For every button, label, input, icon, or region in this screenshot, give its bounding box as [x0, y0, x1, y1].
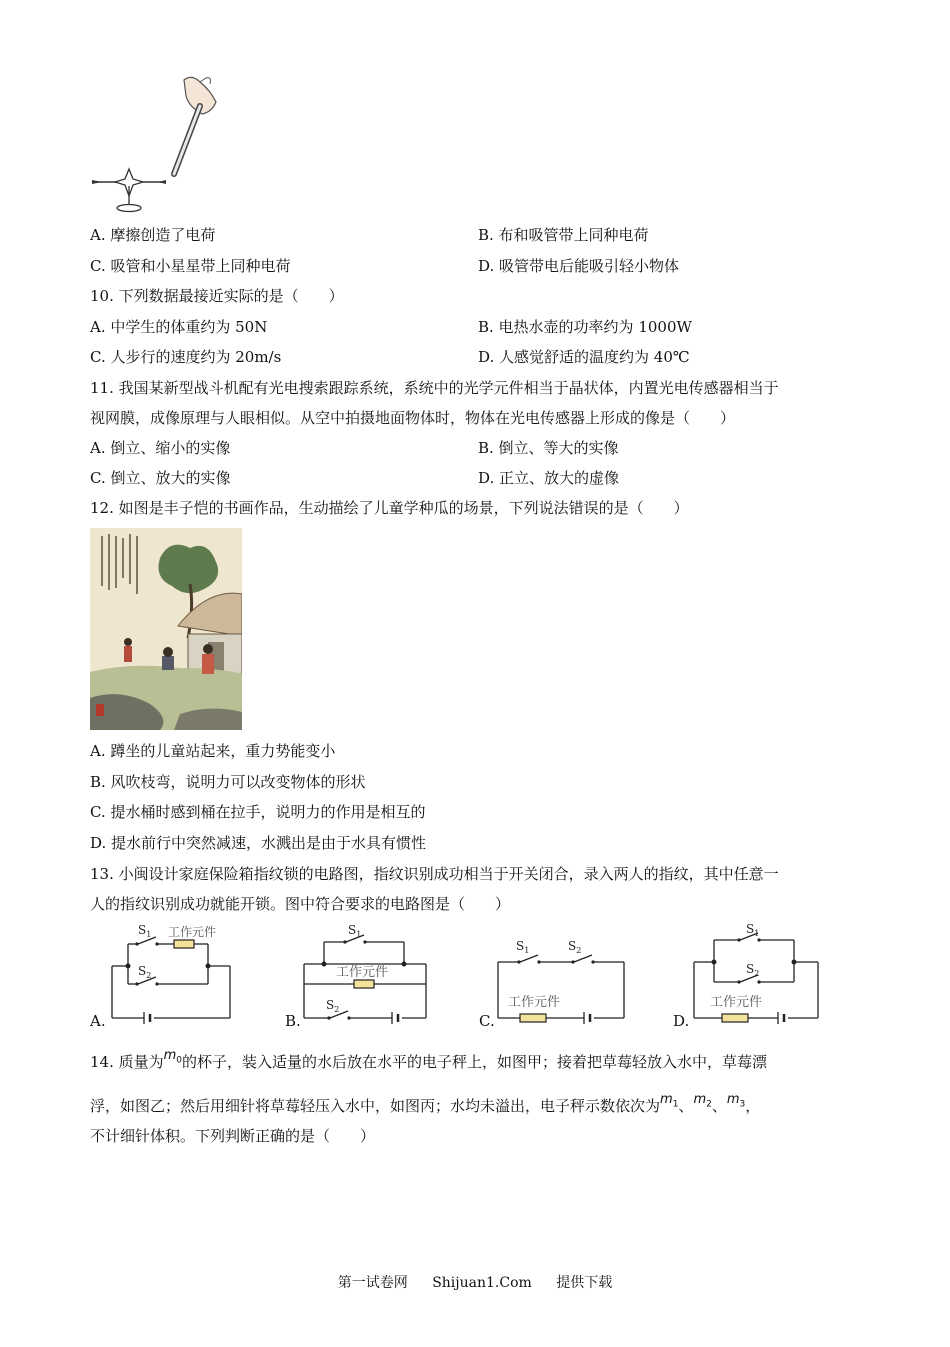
q9-option-a: A. 摩擦创造了电荷 — [90, 226, 216, 244]
q14-m2: $m_2$ — [693, 1092, 712, 1110]
circuit-b — [300, 922, 430, 1030]
q14-m0: $m_0$ — [163, 1048, 183, 1066]
q14-sep1: 、 — [678, 1097, 694, 1115]
circuit-d — [690, 920, 824, 1030]
q13-stem-line1: 13. 小闽设计家庭保险箱指纹锁的电路图，指纹识别成功相当于开关闭合，录入两人的指纹，其中任意一 — [90, 865, 779, 883]
circuit-d-s1: $S_1$ — [746, 922, 760, 938]
q14-line2-pre: 浮，如图乙；然后用细针将草莓轻压入水中，如图丙；水均未溢出，电子秤示数依次为 — [90, 1097, 661, 1115]
q9-option-d: D. 吸管带电后能吸引轻小物体 — [478, 257, 680, 275]
q14-line2-post: ， — [745, 1097, 761, 1115]
q14-line2 — [90, 1092, 761, 1123]
circuit-d-label: D. — [673, 1012, 690, 1030]
footer-left: 第一试卷网 — [337, 1275, 408, 1291]
q14-line3: 不计细针体积。下列判断正确的是（ ） — [90, 1127, 376, 1145]
circuit-d-element-label: 工作元件 — [710, 995, 763, 1010]
footer-right: 提供下载 — [556, 1275, 613, 1291]
circuit-d-s2: $S_2$ — [746, 962, 760, 978]
circuit-c-s2: $S_2$ — [568, 939, 582, 955]
q11-option-a: A. 倒立、缩小的实像 — [90, 439, 231, 457]
circuit-b-element-label: 工作元件 — [336, 965, 389, 980]
q12-stem: 12. 如图是丰子恺的书画作品，生动描绘了儿童学种瓜的场景，下列说法错误的是（ ） — [90, 499, 689, 517]
q12-option-b: B. 风吹枝弯，说明力可以改变物体的形状 — [90, 773, 366, 791]
q11-stem-line2: 视网膜，成像原理与人眼相似。从空中拍摄地面物体时，物体在光电传感器上形成的像是（ ） — [90, 409, 736, 427]
q12-option-a: A. 蹲坐的儿童站起来，重力势能变小 — [90, 742, 336, 760]
q14-m3: $m_3$ — [726, 1092, 746, 1110]
circuit-a-label: A. — [90, 1012, 106, 1030]
circuit-b-s2: $S_2$ — [326, 998, 340, 1014]
q10-option-b: B. 电热水壶的功率约为 1000W — [478, 318, 692, 336]
circuit-c-s1: $S_1$ — [516, 939, 530, 955]
q14-line1 — [90, 1048, 768, 1079]
circuit-a — [104, 922, 234, 1030]
footer-link[interactable]: Shijuan1.Com — [432, 1275, 532, 1291]
q10-stem: 10. 下列数据最接近实际的是（ ） — [90, 287, 344, 305]
feng-zikai-painting — [90, 528, 242, 730]
q13-stem-line2: 人的指纹识别成功就能开锁。图中符合要求的电路图是（ ） — [90, 895, 511, 913]
circuit-c — [494, 932, 628, 1030]
page-footer — [0, 1272, 950, 1292]
circuit-b-label: B. — [285, 1012, 301, 1030]
q9-option-c: C. 吸管和小星星带上同种电荷 — [90, 257, 291, 275]
circuit-a-element-label: 工作元件 — [168, 925, 217, 939]
q11-option-c: C. 倒立、放大的实像 — [90, 469, 231, 487]
q14-line1-post: 的杯子，装入适量的水后放在水平的电子秤上，如图甲；接着把草莓轻放入水中，草莓漂 — [182, 1053, 768, 1071]
q11-stem-line1: 11. 我国某新型战斗机配有光电搜索跟踪系统，系统中的光学元件相当于晶状体，内置光电传感器相当于 — [90, 379, 779, 397]
q12-option-d: D. 提水前行中突然减速，水溅出是由于水具有惯性 — [90, 834, 427, 852]
q10-option-c: C. 人步行的速度约为 20m/s — [90, 348, 282, 366]
q10-option-d: D. 人感觉舒适的温度约为 40℃ — [478, 348, 690, 366]
circuit-a-s1: $S_1$ — [138, 923, 152, 939]
q14-line1-pre: 14. 质量为 — [90, 1053, 164, 1071]
q9-option-b: B. 布和吸管带上同种电荷 — [478, 226, 649, 244]
q12-option-c: C. 提水桶时感到桶在拉手，说明力的作用是相互的 — [90, 803, 426, 821]
q14-m1: $m_1$ — [660, 1092, 679, 1110]
circuit-a-s2: $S_2$ — [138, 964, 152, 980]
circuit-c-element-label: 工作元件 — [508, 995, 561, 1010]
q14-sep2: 、 — [711, 1097, 727, 1115]
circuit-b-s1: $S_1$ — [348, 923, 362, 939]
straw-star-figure — [88, 74, 228, 216]
q11-option-d: D. 正立、放大的虚像 — [478, 469, 620, 487]
circuit-c-label: C. — [479, 1012, 495, 1030]
q11-option-b: B. 倒立、等大的实像 — [478, 439, 619, 457]
q10-option-a: A. 中学生的体重约为 50N — [90, 318, 268, 336]
